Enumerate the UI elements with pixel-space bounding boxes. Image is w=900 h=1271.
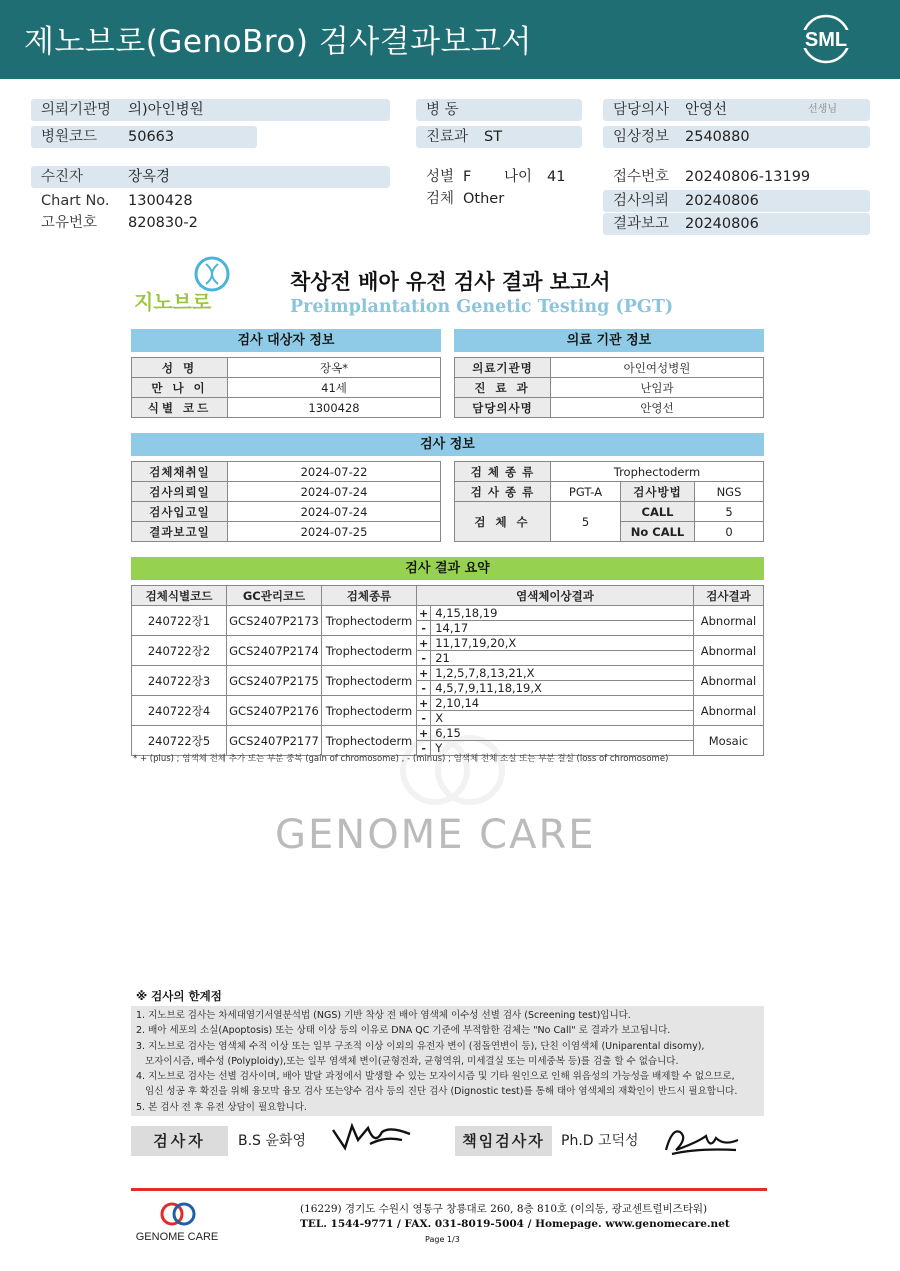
gc-code: GCS2407P2175 — [227, 666, 322, 696]
limitation-line: 2. 배아 세포의 소실(Apoptosis) 또는 상태 이상 등의 이유로 DNA QC 기준에 부적합한 검체는 "No Call" 로 결과가 보고됩니다. — [136, 1025, 671, 1037]
chief-label: 책임검사자 — [455, 1126, 552, 1156]
footer-address: (16229) 경기도 수원시 영통구 창룡대로 260, 8층 810호 (이의동, 광교센트럴비즈타워) — [300, 1203, 708, 1215]
department-row — [416, 126, 582, 148]
minus-sign: - — [417, 681, 431, 696]
gc-code: GCS2407P2173 — [227, 606, 322, 636]
footer-contact: TEL. 1544-9771 / FAX. 031-8019-5004 / Homepage. www.genomecare.net — [300, 1218, 730, 1230]
result: Abnormal — [694, 636, 764, 666]
report-date-value: 20240806 — [685, 216, 759, 232]
test-type-label: 검 사 종 류 — [455, 482, 551, 502]
test-info-heading: 검사 정보 — [131, 433, 764, 456]
report-header — [0, 0, 900, 79]
receipt-label: 접수번호 — [613, 169, 670, 185]
footer-divider — [131, 1188, 767, 1191]
department-value: ST — [484, 129, 503, 145]
col-result: 검사결과 — [694, 586, 764, 606]
loss-chromosomes: 4,5,7,9,11,18,19,X — [431, 681, 694, 696]
tester-label: 검사자 — [131, 1126, 228, 1156]
test-detail-table — [454, 461, 764, 542]
gain-chromosomes: 11,17,19,20,X — [431, 636, 694, 651]
department-label: 진료과 — [426, 129, 469, 145]
age-label: 나이 — [504, 169, 533, 185]
sample-type: Trophectoderm — [322, 726, 417, 756]
table-row — [132, 502, 441, 522]
report-date-label: 결과보고 — [613, 216, 670, 232]
test-type-value: PGT-A — [551, 482, 621, 502]
genome-care-logo-text: GENOME CARE — [135, 1231, 219, 1243]
method-value: NGS — [695, 482, 764, 502]
chief-name: Ph.D 고덕성 — [561, 1133, 639, 1149]
minus-sign: - — [417, 621, 431, 636]
collect-date-value: 2024-07-22 — [228, 462, 441, 482]
clinical-row — [603, 126, 870, 148]
sample-type: Trophectoderm — [322, 636, 417, 666]
receipt-row — [603, 166, 870, 188]
patient-value: 장옥경 — [128, 169, 171, 185]
loss-chromosomes: 14,17 — [431, 621, 694, 636]
unique-id-label: 고유번호 — [41, 215, 98, 231]
gc-code: GCS2407P2176 — [227, 696, 322, 726]
table-row — [455, 502, 764, 522]
chart-label: Chart No. — [41, 193, 110, 209]
plus-sign: + — [417, 666, 431, 681]
chart-value: 1300428 — [128, 193, 193, 209]
gc-code: GCS2407P2177 — [227, 726, 322, 756]
inst-name-label: 의료기관명 — [455, 358, 551, 378]
tester-name: B.S 윤화영 — [238, 1133, 306, 1149]
plus-sign: + — [417, 726, 431, 741]
institution-value: 의)아인병원 — [128, 102, 204, 118]
unique-id-row — [31, 212, 390, 234]
doctor-label: 담당의사 — [613, 102, 670, 118]
sml-logo-text: SML — [804, 29, 848, 51]
table-row — [455, 378, 764, 398]
count-label: 검 체 수 — [455, 502, 551, 542]
sample-type: Trophectoderm — [322, 696, 417, 726]
result: Abnormal — [694, 666, 764, 696]
patient-label: 수진자 — [41, 169, 84, 185]
loss-chromosomes: Y — [431, 741, 694, 756]
plus-sign: + — [417, 606, 431, 621]
subject-name-label: 성 명 — [132, 358, 228, 378]
unique-id-value: 820830-2 — [128, 215, 198, 231]
ward-label: 병 동 — [426, 102, 459, 118]
specimen-row — [416, 188, 582, 210]
subject-age-label: 만 나 이 — [132, 378, 228, 398]
report-title: 착상전 배아 유전 검사 결과 보고서 — [290, 270, 611, 294]
col-sample-type: 검체종류 — [322, 586, 417, 606]
gain-chromosomes: 2,10,14 — [431, 696, 694, 711]
table-row — [455, 462, 764, 482]
subject-heading: 검사 대상자 정보 — [131, 329, 441, 352]
report-header-title: 제노브로(GenoBro) 검사결과보고서 — [24, 24, 532, 60]
summary-footnote: * + (plus) ; 염색체 전체 추가 또는 부분 중복 (gain of chromosome) , - (minus) ; 염색체 전체 소실 또는 부분 결실 (loss of chromosome) — [133, 754, 669, 764]
limitations-title: ※ 검사의 한계점 — [136, 989, 222, 1003]
limitation-line: 모자이시즘, 배수성 (Polyploidy),또는 일부 염색체 변이(균형전좌, 균형역위, 미세결실 또는 미세중복 등)를 검출 할 수 없습니다. — [136, 1055, 679, 1067]
doctor-suffix: 선생님 — [808, 104, 837, 115]
col-chromosome: 염색체이상결과 — [417, 586, 694, 606]
request-row — [603, 190, 870, 212]
request-date-label: 검사의뢰일 — [132, 482, 228, 502]
genobro-logo-text: 지노브로 — [134, 290, 212, 314]
minus-sign: - — [417, 741, 431, 756]
table-row — [132, 696, 764, 711]
institution-label: 의뢰기관명 — [41, 102, 112, 118]
watermark-text: GENOME CARE — [275, 812, 596, 858]
request-date-value: 2024-07-24 — [228, 482, 441, 502]
sml-logo — [799, 14, 853, 64]
subject-id-label: 식별 코드 — [132, 398, 228, 418]
sample-id: 240722장1 — [132, 606, 227, 636]
result: Abnormal — [694, 606, 764, 636]
sample-id: 240722장4 — [132, 696, 227, 726]
institution-row — [31, 99, 390, 121]
collect-date-label: 검체채취일 — [132, 462, 228, 482]
inst-doctor-label: 담당의사명 — [455, 398, 551, 418]
sex-value: F — [463, 169, 472, 185]
genome-care-logo — [130, 1200, 225, 1245]
limitation-line: 3. 지노브로 검사는 염색체 수적 이상 또는 일부 구조적 이상 이외의 유전자 변이 (점돌연변이 등), 단친 이염색체 (Uniparental disomy), — [136, 1040, 705, 1052]
doctor-value: 안영선 — [685, 102, 728, 118]
minus-sign: - — [417, 651, 431, 666]
specimen-label: 검체 — [426, 191, 455, 207]
subject-id-value: 1300428 — [228, 398, 441, 418]
clinical-value: 2540880 — [685, 129, 750, 145]
plus-sign: + — [417, 636, 431, 651]
doctor-row — [603, 99, 870, 121]
sample-type: Trophectoderm — [322, 606, 417, 636]
receipt-value: 20240806-13199 — [685, 169, 811, 185]
chart-row — [31, 190, 390, 212]
loss-chromosomes: 21 — [431, 651, 694, 666]
specimen-value: Other — [463, 191, 505, 207]
input-date-label: 검사입고일 — [132, 502, 228, 522]
hospital-code-row — [31, 126, 257, 148]
subject-name-value: 장옥* — [228, 358, 441, 378]
institution-table — [454, 357, 764, 418]
table-row — [132, 398, 441, 418]
table-row — [132, 606, 764, 621]
hospital-code-value: 50663 — [128, 129, 175, 145]
sex-label: 성별 — [426, 169, 455, 185]
report-date-label-cell: 결과보고일 — [132, 522, 228, 542]
gain-chromosomes: 6,15 — [431, 726, 694, 741]
gain-chromosomes: 4,15,18,19 — [431, 606, 694, 621]
summary-header-row — [132, 586, 764, 606]
institution-heading: 의료 기관 정보 — [454, 329, 764, 352]
sex-age-row — [416, 166, 582, 188]
genobro-logo — [130, 254, 250, 318]
gain-chromosomes: 1,2,5,7,8,13,21,X — [431, 666, 694, 681]
limitations-box — [131, 1006, 764, 1116]
minus-sign: - — [417, 711, 431, 726]
table-row — [132, 482, 441, 502]
table-row — [132, 636, 764, 651]
result: Abnormal — [694, 696, 764, 726]
table-row — [132, 358, 441, 378]
call-label: CALL — [621, 502, 695, 522]
table-row — [132, 378, 441, 398]
limitation-line: 4. 지노브로 검사는 선별 검사이며, 배아 발달 과정에서 발생할 수 있는 모자이시즘 및 기타 원인으로 인해 위음성의 가능성을 배제할 수 없으므로, — [136, 1071, 735, 1083]
result: Mosaic — [694, 726, 764, 756]
col-sample-id: 검체식별코드 — [132, 586, 227, 606]
age-value: 41 — [547, 169, 566, 185]
limitation-line: 1. 지노브로 검사는 차세대염기서열분석법 (NGS) 기반 착상 전 배아 염색체 이수성 선별 검사 (Screening test)입니다. — [136, 1010, 631, 1021]
inst-doctor-value: 안영선 — [551, 398, 764, 418]
sample-id: 240722장2 — [132, 636, 227, 666]
gc-code: GCS2407P2174 — [227, 636, 322, 666]
call-value: 5 — [695, 502, 764, 522]
table-row — [455, 358, 764, 378]
spec-type-label: 검 체 종 류 — [455, 462, 551, 482]
table-row — [132, 462, 441, 482]
request-label: 검사의뢰 — [613, 193, 670, 209]
table-row — [132, 522, 441, 542]
sample-id: 240722장3 — [132, 666, 227, 696]
spec-type-value: Trophectoderm — [551, 462, 764, 482]
method-label: 검사방법 — [621, 482, 695, 502]
patient-row — [31, 166, 390, 188]
plus-sign: + — [417, 696, 431, 711]
inst-dept-value: 난임과 — [551, 378, 764, 398]
col-gc-code: GC관리코드 — [227, 586, 322, 606]
sample-id: 240722장5 — [132, 726, 227, 756]
ward-row — [416, 99, 582, 121]
limitation-line: 임신 성공 후 확진을 위해 융모막 융모 검사 또는양수 검사 등의 진단 검사 (Dignostic test)를 통해 태아 염색체의 재확인이 반드시 필요합니다. — [136, 1086, 738, 1098]
table-row — [455, 482, 764, 502]
input-date-value: 2024-07-24 — [228, 502, 441, 522]
clinical-label: 임상정보 — [613, 129, 670, 145]
test-dates-table — [131, 461, 441, 542]
report-date-row — [603, 213, 870, 235]
loss-chromosomes: X — [431, 711, 694, 726]
footer-address-block — [300, 1202, 730, 1232]
subject-table — [131, 357, 441, 418]
chief-signature-icon — [658, 1120, 743, 1164]
hospital-code-label: 병원코드 — [41, 129, 98, 145]
request-value: 20240806 — [685, 193, 759, 209]
report-date-value-cell: 2024-07-25 — [228, 522, 441, 542]
nocall-label: No CALL — [621, 522, 695, 542]
count-value: 5 — [551, 502, 621, 542]
limitation-line: 5. 본 검사 전 후 유전 상담이 필요합니다. — [136, 1101, 307, 1113]
nocall-value: 0 — [695, 522, 764, 542]
summary-heading: 검사 결과 요약 — [131, 557, 764, 580]
table-row — [455, 398, 764, 418]
table-row — [132, 666, 764, 681]
subject-age-value: 41세 — [228, 378, 441, 398]
report-subtitle: Preimplantation Genetic Testing (PGT) — [290, 297, 674, 317]
page-number: Page 1/3 — [425, 1235, 460, 1244]
tester-signature-icon — [330, 1118, 415, 1162]
inst-dept-label: 진 료 과 — [455, 378, 551, 398]
inst-name-value: 아인여성병원 — [551, 358, 764, 378]
sample-type: Trophectoderm — [322, 666, 417, 696]
